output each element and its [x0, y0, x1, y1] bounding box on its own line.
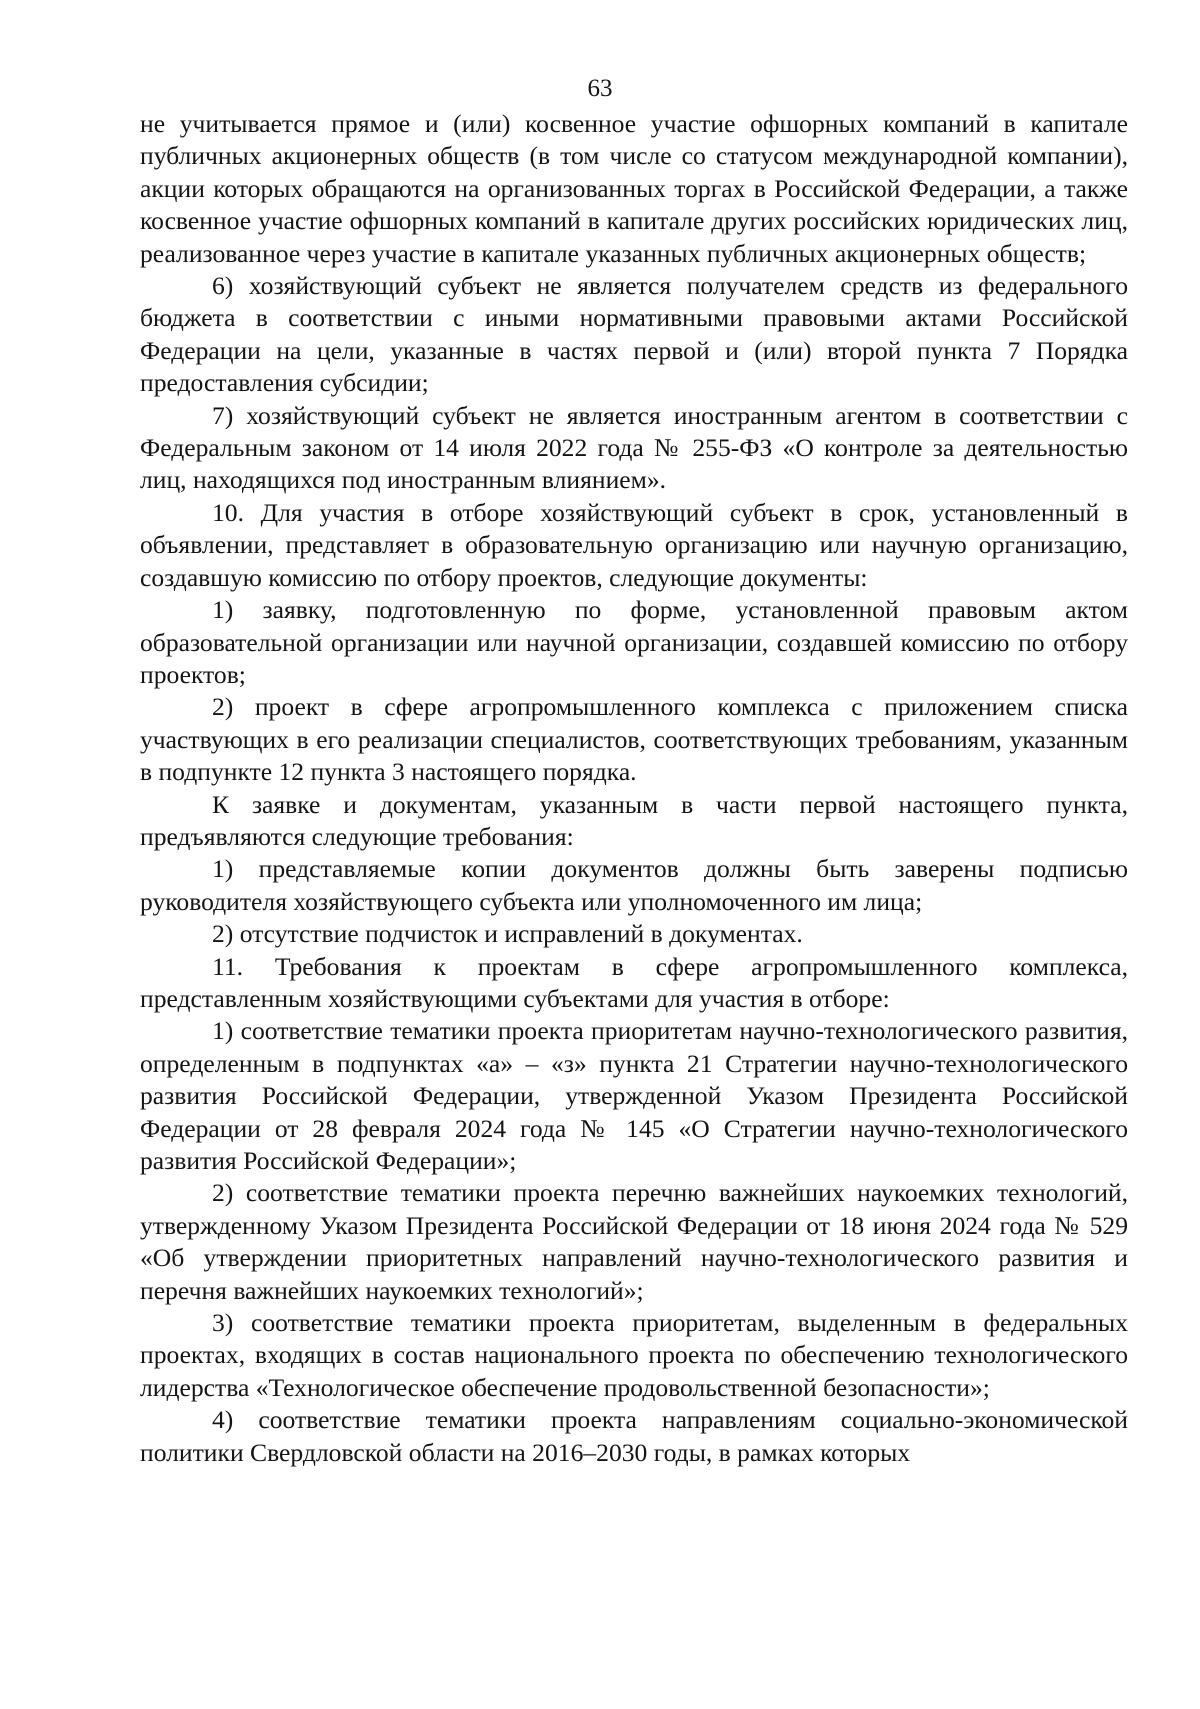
paragraph: 1) представляемые копии документов должны быть заверены подписью руководителя хозяйствующего субъекта или уполномоченного им лица; — [140, 854, 1128, 916]
paragraph: 2) проект в сфере агропромышленного комплекса с приложением списка участвующих в его реализации специалистов, соответствующих требованиям, указанным в подпункте 12 пункта 3 настоящего порядка. — [140, 692, 1128, 787]
page-number: 63 — [587, 75, 613, 102]
paragraph: не учитывается прямое и (или) косвенное участие офшорных компаний в капитале публичных акционерных обществ (в том числе со статусом международной компании), акции которых обращаются на организованных торгах в Российской Федерации, а также косвенное участие офшорных компаний в капитале других российских юридических лиц, реализованное через участие в капитале указанных публичных акционерных обществ; — [140, 109, 1128, 268]
paragraph: 6) хозяйствующий субъект не является получателем средств из федерального бюджета в соответствии с иными нормативными правовыми актами Российской Федерации на цели, указанные в частях первой и (или) второй пункта 7 Порядка предоставления субсидии; — [140, 271, 1128, 398]
paragraph: 10. Для участия в отборе хозяйствующий субъект в срок, установленный в объявлении, представляет в образовательную организацию или научную организацию, создавшую комиссию по отбору проектов, следующие документы: — [140, 497, 1128, 592]
document-body — [140, 108, 1128, 1469]
paragraph: 11. Требования к проектам в сфере агропромышленного комплекса, представленным хозяйствующими субъектами для участия в отборе: — [140, 951, 1128, 1013]
paragraph: 4) соответствие тематики проекта направлениям социально-экономической политики Свердловской области на 2016–2030 годы, в рамках которых — [140, 1405, 1128, 1467]
paragraph: К заявке и документам, указанным в части первой настоящего пункта, предъявляются следующие требования: — [140, 789, 1128, 851]
paragraph: 2) соответствие тематики проекта перечню важнейших наукоемких технологий, утвержденному Указом Президента Российской Федерации от 18 июня 2024 года № 529 «Об утверждении приоритетных направлений научно-технологического развития и перечня важнейших наукоемких технологий»; — [140, 1178, 1128, 1305]
paragraph: 3) соответствие тематики проекта приоритетам, выделенным в федеральных проектах, входящих в состав национального проекта по обеспечению технологического лидерства «Технологическое обеспечение продовольственной безопасности»; — [140, 1308, 1128, 1402]
paragraph: 7) хозяйствующий субъект не является иностранным агентом в соответствии с Федеральным законом от 14 июля 2022 года № 255-ФЗ «О контроле за деятельностью лиц, находящихся под иностранным влиянием». — [140, 400, 1128, 495]
paragraph: 1) соответствие тематики проекта приоритетам научно-технологического развития, определенным в подпунктах «а» – «з» пункта 21 Стратегии научно-технологического развития Российской Федерации, утвержденной Указом Президента Российской Федерации от 28 февраля 2024 года № 145 «О Стратегии научно-технологического развития Российской Федерации»; — [140, 1016, 1128, 1175]
paragraph: 2) отсутствие подчисток и исправлений в документах. — [212, 919, 803, 949]
paragraph: 1) заявку, подготовленную по форме, установленной правовым актом образовательной организации или научной организации, создавшей комиссию по отбору проектов; — [140, 595, 1128, 689]
